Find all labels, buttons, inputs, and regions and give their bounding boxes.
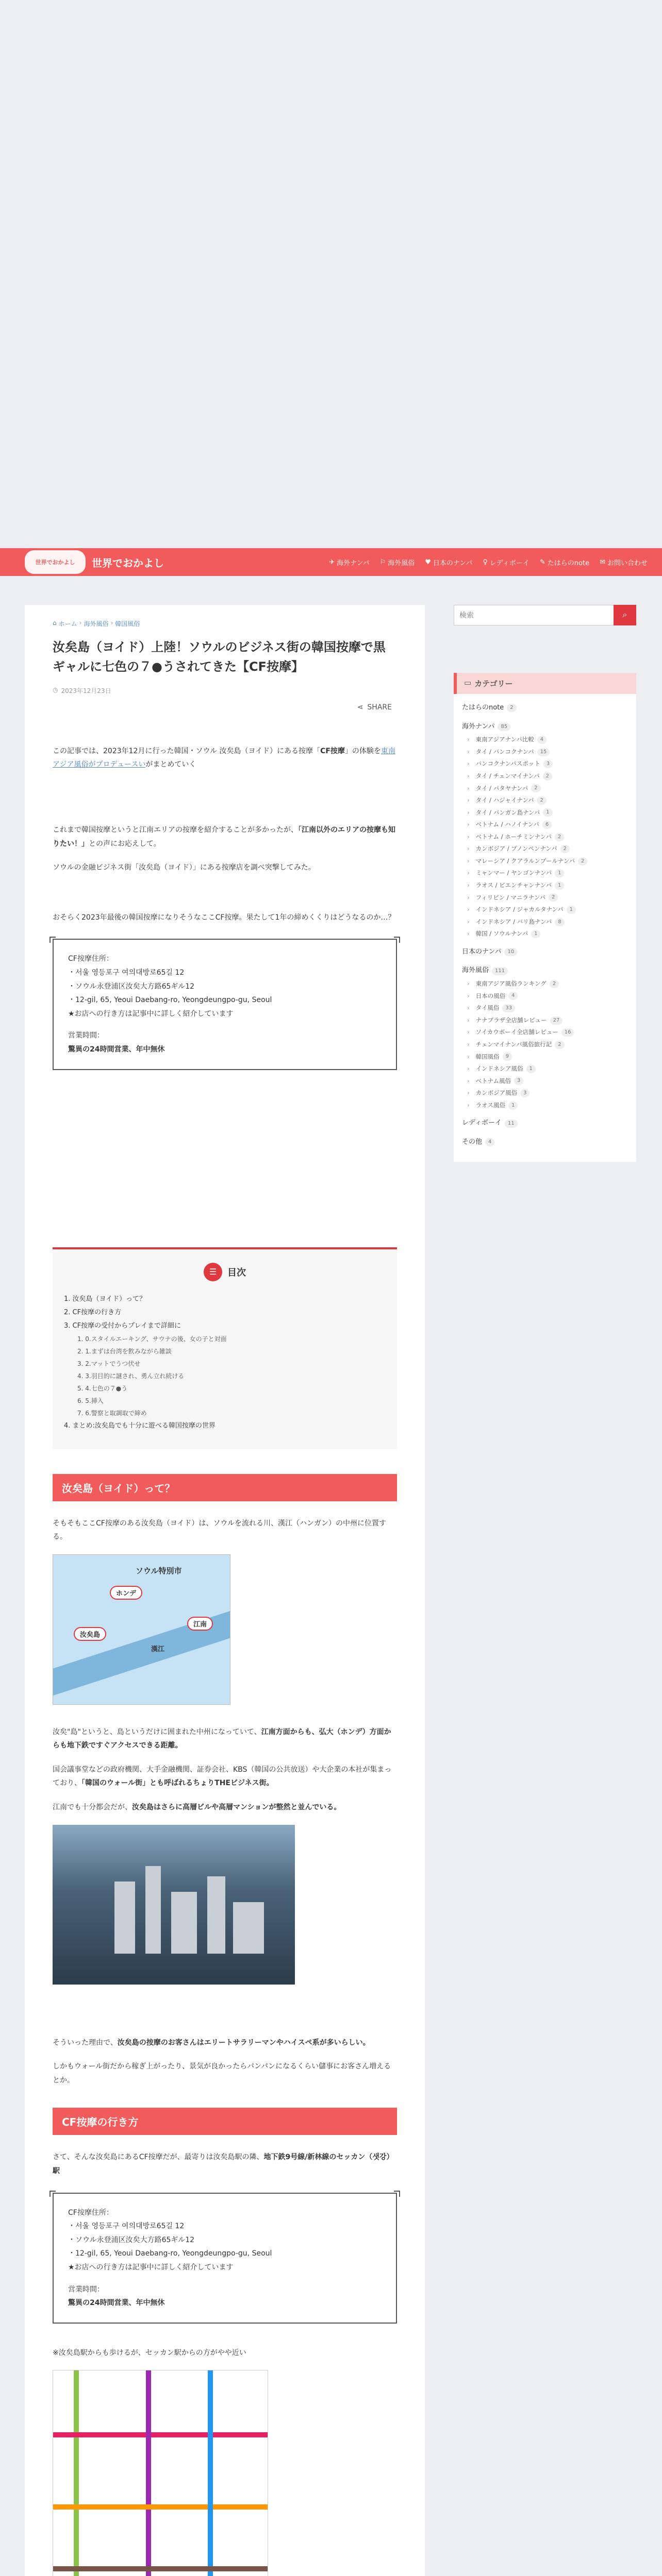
intro-paragraph: この記事では、2023年12月に行った韓国・ソウル 汝矣島（ヨイド）にある按摩「CF按摩」の体験を東南アジア風俗がプロデュースいがまとめていく [53,747,395,769]
category-count: 4 [485,1138,494,1146]
toc-item[interactable]: 4. まとめ:汝矣島でも十分に遊べる韓国按摩の世界 [64,1421,216,1430]
nav-item-note[interactable]: ✎ たはらのnote [539,558,590,567]
paragraph: しかもウォール街だから稼ぎ上がったり、景気が良かったらパンパンになるくらい儲事にお客さん増えるとか。 [53,2062,391,2084]
category-count: 9 [503,1053,512,1061]
folder-icon: ▭ [464,678,472,687]
category-item[interactable]: › 韓国 / ソウルナンパ 1 [462,928,628,940]
paragraph: さて、そんな汝矣島にあるCF按摩だが、最寄りは汝矣島駅の隣、地下鉄9号線/新林線のセッカン（샛강）駅 [53,2153,394,2176]
category-item[interactable]: › インドネシア風俗 1 [462,1063,628,1075]
category-count: 2 [550,980,559,988]
category-item[interactable]: › インドネシア / ジャカルタナンパ 1 [462,904,628,916]
category-count: 1 [526,1065,536,1073]
category-count: 3 [543,760,553,768]
share-icon: ⋖ [357,703,363,711]
paragraph: おそらく2023年最後の韓国按摩になりそうなここCF按摩。果たして1年の締めくくりはどうなるのか…？ [53,913,395,922]
breadcrumb-separator: › [79,619,82,626]
map-label: 江南 [187,1617,213,1631]
category-item[interactable]: › ベトナム / ハノイナンパ 6 [462,819,628,831]
toc-subitem[interactable]: 3. 2.マットでうつ伏せ [77,1360,141,1367]
category-item[interactable]: › カンボジア / プノンペンナンパ 2 [462,843,628,855]
toc-subitem[interactable]: 2. 1.まずは台湾を飲みながら雑談 [77,1347,172,1355]
home-icon: ⌂ [53,619,57,626]
map-label: ホンデ [110,1586,142,1600]
category-item[interactable]: › 東南アジア風俗ランキング 2 [462,978,628,990]
toc-subitem[interactable]: 7. 6.警察と取調取で締め [77,1409,147,1417]
map-label: ソウル特別市 [136,1566,182,1575]
yeouido-map-image [53,1554,230,1705]
breadcrumb-overseas-fuzoku[interactable]: 海外風俗 [84,620,109,628]
category-count: 1 [555,882,564,890]
page-title: 汝矣島（ヨイド）上陸！ソウルのビジネス街の韓国按摩で黒ギャルに七色の７●うされてきた【CF按摩】 [53,640,386,674]
category-widget [454,673,636,1162]
paragraph: ソウルの金融ビジネス街「汝矣島（ヨイド）」にある按摩店を調べ突撃してみた。 [53,863,316,872]
nav-item-overseas-nampa[interactable]: ✈ 海外ナンパ [329,558,370,567]
flag-icon: ♥ [425,558,431,566]
category-count: 2 [543,772,552,781]
category-count: 3 [514,1077,523,1085]
site-header [0,548,662,576]
paragraph: 国会議事堂などの政府機関、大手金融機関、証券会社、KBS（韓国の公共放送）や大企業の本社が集まっており、「韓国のウォール街」とも呼ばれるちょりTHEビジネス街。 [53,1765,392,1788]
toc-item[interactable]: 1. 汝矣島（ヨイド）って？ [64,1295,146,1303]
note-icon: ✎ [539,558,545,566]
paragraph: そもそもここCF按摩のある汝矣島（ヨイド）は、ソウルを流れる川、漢江（ハンガン）の中州に位置する。 [53,1519,386,1541]
category-count: 2 [555,833,564,841]
shop-info-box: CF按摩住所： ・서울 영등포구 여의대방로65길 12 ・ソウル永登浦区汝矣大方路65ギル12 ・12-gil, 65, Yeoui Daebang-ro, Yeongdeungpo-gu, Seoul ★お店への行き方は記事中に詳しく紹介しています 営業時間： 驚異の24時間営業、年中無休 [53,2193,397,2324]
category-item[interactable]: › ミャンマー / ヤンゴンナンパ 1 [462,867,628,879]
site-title[interactable]: 世界でおかよし [92,556,164,569]
category-item[interactable]: その他 4 [462,1136,628,1149]
category-item[interactable]: たはらのnote 2 [462,701,628,715]
category-item[interactable]: › 東南アジアナンパ比較 4 [462,734,628,746]
global-nav [329,557,648,567]
category-count: 85 [498,723,510,731]
search-button[interactable] [614,605,636,625]
category-count: 2 [537,796,546,805]
category-count: 11 [505,1120,518,1128]
top-ad-space [0,0,662,548]
search-input[interactable] [454,605,614,625]
category-item[interactable]: › タイ / ハジャイナンパ 2 [462,794,628,807]
category-item[interactable]: › チェンマイナンパ風俗旅行記 2 [462,1039,628,1051]
toc-subitem[interactable]: 1. 0.スタイルエーキング、サウナの後、女の子と対面 [77,1335,227,1343]
toc-item[interactable]: 2. CF按摩の行き方 [64,1308,122,1316]
section-heading-yeouido: 汝矣島（ヨイド）って？ [53,1474,397,1501]
female-icon: ♀ [483,558,488,566]
post-date: ◷ 2023年12月23日 [53,686,111,694]
globe-icon: ✈ [329,558,335,566]
nav-item-contact[interactable]: ✉ お問い合わせ [600,558,648,567]
paragraph: 江南でも十分都会だが、汝矣島はさらに高層ビルや高層マンションが整然と並んでいる。 [53,1803,341,1812]
category-count: 15 [537,748,550,756]
toc-subitem[interactable]: 5. 4.七色の７●う [77,1384,128,1392]
category-count: 2 [560,845,570,853]
category-item[interactable]: › タイ / パンガン島ナンパ 1 [462,807,628,819]
category-count: 3 [520,1089,529,1097]
category-item[interactable]: レディボーイ 11 [462,1116,628,1130]
category-item[interactable]: › ベトナム風俗 3 [462,1075,628,1088]
nav-item-japan-nampa[interactable]: ♥ 日本のナンパ [425,558,473,567]
sidebar [454,605,636,2576]
yeouido-city-photo [53,1825,295,1985]
category-count: 10 [504,948,517,956]
article [25,605,425,2576]
category-item[interactable]: › タイ / パタヤナンパ 2 [462,783,628,795]
category-count: 4 [508,992,518,1000]
list-icon: ☰ [204,1263,222,1281]
category-item[interactable]: 日本のナンパ 10 [462,945,628,959]
category-item[interactable]: › タイ / チェンマイナンパ 2 [462,770,628,783]
share-button[interactable]: ⋖ SHARE [357,703,392,711]
category-count: 2 [531,784,540,792]
category-item[interactable]: 海外ナンパ 85 [462,720,628,734]
category-item[interactable]: › タイ / バンコクナンパ 15 [462,746,628,758]
category-item[interactable]: › タイ風俗 33 [462,1002,628,1014]
category-item[interactable]: 海外風俗 111 [462,964,628,978]
category-item[interactable]: › インドネシア / バリ島ナンパ 8 [462,916,628,928]
category-count: 27 [550,1016,563,1025]
breadcrumb-korea-fuzoku[interactable]: 韓国風俗 [115,620,140,628]
site-logo[interactable] [25,550,164,574]
category-widget-title: ▭ カテゴリー [454,673,636,694]
category-count: 33 [502,1004,515,1012]
category-item[interactable]: › 日本の風俗 4 [462,990,628,1003]
category-count: 8 [555,918,564,926]
category-count: 2 [578,857,587,866]
category-count: 4 [537,736,547,744]
category-item[interactable]: › バンコクナンパスポット 3 [462,758,628,770]
section-heading-access: CF按摩の行き方 [53,2108,397,2135]
category-count: 2 [507,704,516,712]
category-count: 1 [543,808,552,817]
toc-item[interactable]: 3. CF按摩の受付からプレイまで詳細に [64,1321,181,1330]
category-count: 6 [542,821,552,829]
paragraph: ※汝矣島駅からも歩けるが、セッカン駅からの方がやや近い [53,2348,246,2357]
nav-item-ladyboy[interactable]: ♀ レディボーイ [483,558,529,567]
category-item[interactable]: › フィリピン / マニラナンパ 2 [462,892,628,904]
category-item[interactable]: › カンボジア風俗 3 [462,1087,628,1099]
plane-icon: ⚐ [379,558,386,566]
toc-title: 目次 [227,1267,246,1278]
map-label: 汝矣島 [74,1627,106,1641]
shop-info-box: CF按摩住所： ・서울 영등포구 여의대방로65길 12 ・ソウル永登浦区汝矣大方路65ギル12 ・12-gil, 65, Yeoui Daebang-ro, Yeongdeungpo-gu, Seoul ★お店への行き方は記事中に詳しく紹介しています 営業時間： 驚異の24時間営業、年中無休 [53,939,397,1070]
category-list [454,694,636,1162]
search-form [454,605,636,625]
category-count: 1 [555,869,564,877]
intro-link[interactable]: 東南アジア風俗がプロデュースい [53,747,395,769]
category-count: 1 [531,930,540,938]
toc-subitem[interactable]: 6. 5.挿入 [77,1397,104,1404]
category-item[interactable]: › 韓国風俗 9 [462,1051,628,1063]
category-item[interactable]: › マレーシア / クアラルンプールナンパ 2 [462,855,628,868]
logo-image[interactable] [25,550,86,574]
category-count: 2 [549,893,558,902]
paragraph: 汝矣"島"というと、島というだけに囲まれた中州になっていて、江南方面からも、弘大（ホンデ）方面からも地下鉄ですぐアクセスできる距離。 [53,1727,391,1750]
category-count: 16 [561,1028,574,1037]
paragraph: これまで韓国按摩というと江南エリアの按摩を紹介することが多かったが、「江南以外のエリアの按摩も知りたい！」との声にお応えして。 [53,825,395,848]
category-count: 111 [492,967,508,975]
breadcrumb-home[interactable]: ホーム [58,620,77,628]
map-label: 漢江 [151,1645,165,1653]
logo-text: 世界でおかよし [35,559,75,566]
category-count: 1 [567,906,576,914]
breadcrumb-separator: › [110,619,113,626]
paragraph: そういった理由で、汝矣島の按摩のお客さんはエリートサラリーマンやハイスペ系が多いらしい。 [53,2038,370,2047]
category-item[interactable]: › ソイカウボーイ全店舗レビュー 16 [462,1026,628,1039]
clock-icon: ◷ [53,686,58,693]
breadcrumb [53,619,397,628]
toc-subitem[interactable]: 4. 3.羽目的に謎され、勇ん立れ続ける [77,1372,185,1380]
category-item[interactable]: › ラオス風俗 1 [462,1099,628,1112]
subway-map-image [53,2370,268,2576]
category-item[interactable]: › ナナプラザ全店舗レビュー 27 [462,1014,628,1027]
category-item[interactable]: › ラオス / ビエンチャンナンパ 1 [462,879,628,892]
search-icon: ⌕ [622,611,627,619]
category-item[interactable]: › ベトナム / ホーチミンナンパ 2 [462,831,628,843]
ad-space [53,1093,397,1216]
table-of-contents [53,1247,397,1449]
nav-item-overseas-fuzoku[interactable]: ⚐ 海外風俗 [379,558,415,567]
mail-icon: ✉ [600,558,605,566]
category-count: 2 [555,1041,564,1049]
category-count: 1 [508,1101,518,1110]
